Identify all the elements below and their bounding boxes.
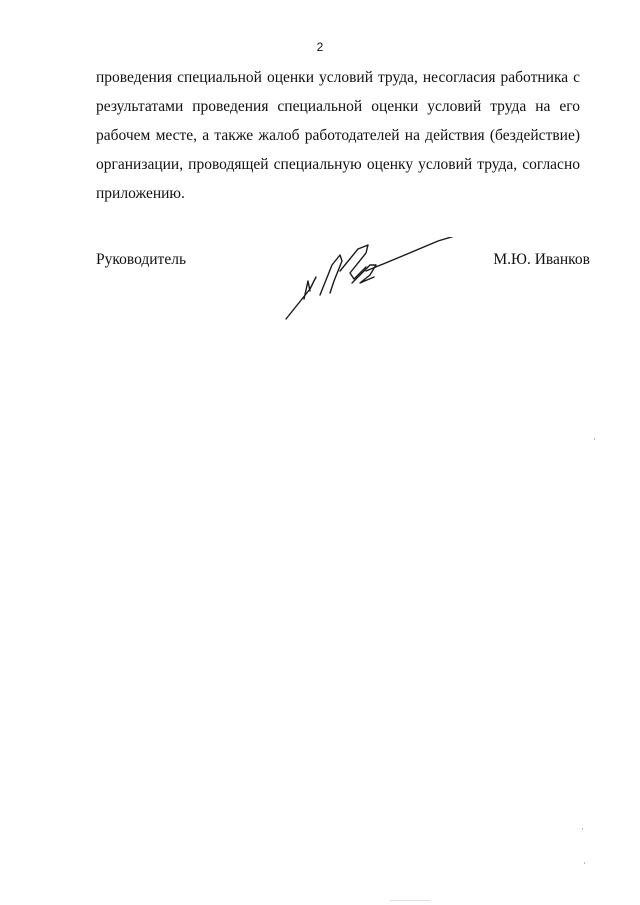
- signatory-role: Руководитель: [96, 251, 187, 268]
- scan-artifact: [582, 828, 583, 830]
- signature-block: [96, 251, 590, 331]
- scan-artifact: [390, 900, 430, 901]
- handwritten-signature: [280, 237, 460, 323]
- scan-artifact: [594, 438, 595, 440]
- scan-artifact: [584, 862, 585, 864]
- page-number: 2: [316, 40, 324, 54]
- body-paragraph: проведения специальной оценки условий труда, несогласия работника с результатами проведения специальной оценки условий труда на его рабочем месте, а также жалоб работодателей на действия (бездействие) организации, проводящей специальную оценку условий труда, согласно приложению.: [96, 69, 580, 202]
- signatory-name: М.Ю. Иванков: [493, 251, 590, 268]
